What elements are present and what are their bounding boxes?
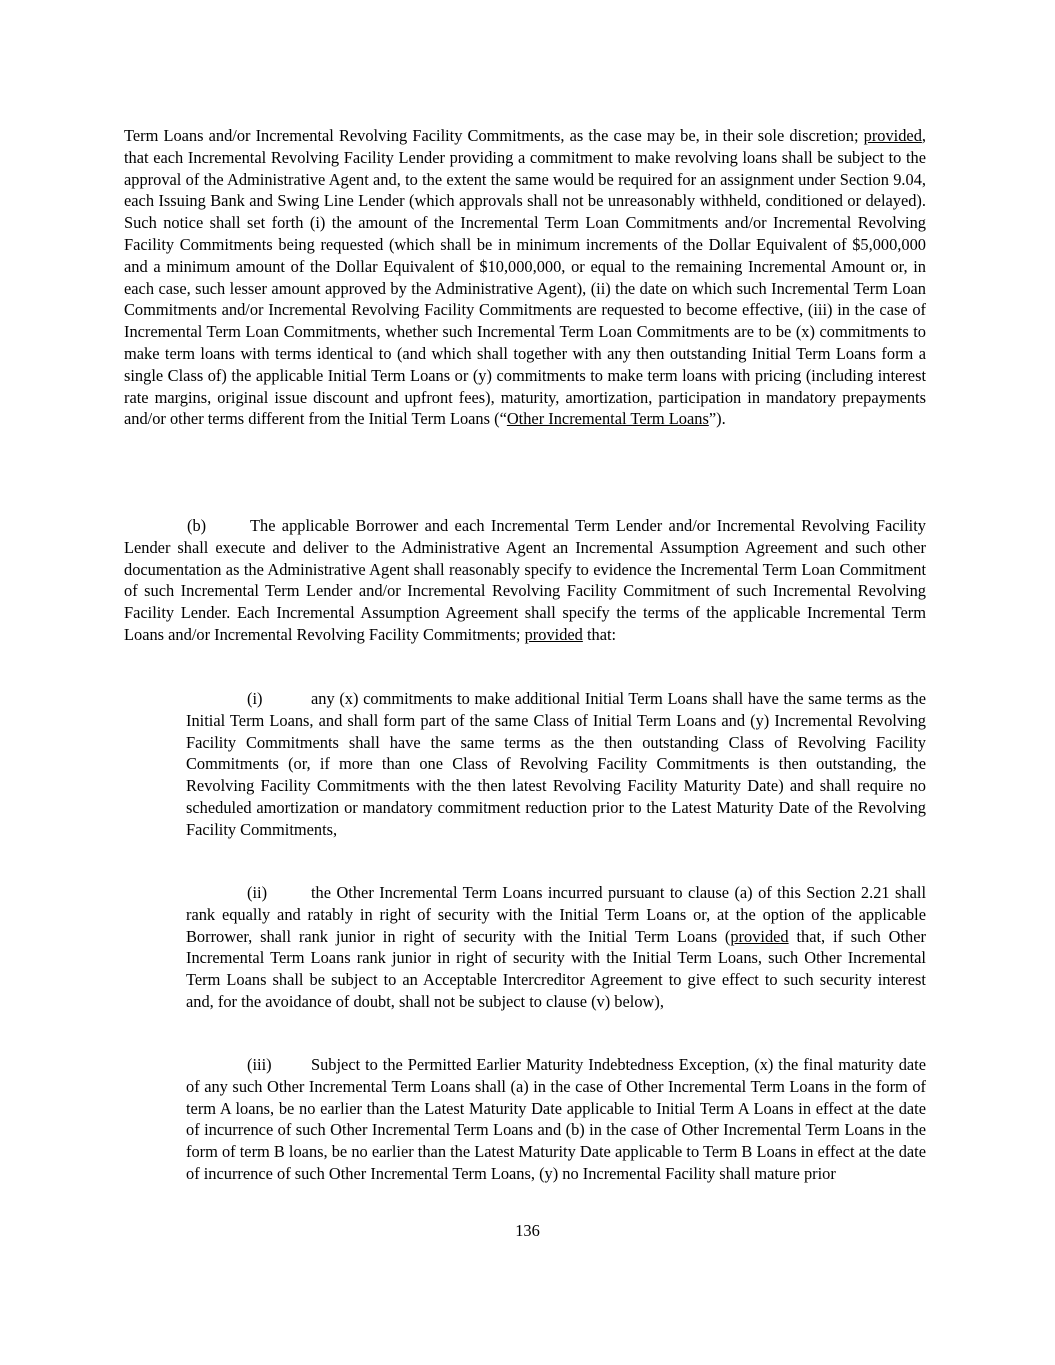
text-run: ”). bbox=[708, 409, 726, 429]
defined-term-provided: provided bbox=[863, 126, 922, 145]
text-run: the Other Incremental Term Loans incurred pursuant to clause (a) of this Section 2.21 shall rank equally and ratably in right of security with the Initial Term Loans or, at the option of the applicable Borrower, shall rank junior in right of security with the Initial Term Loans ( bbox=[186, 883, 926, 946]
text-run: that, if such Other Incremental Term Loans rank junior in right of security with the Initial Term Loans, such Other Incremental Term Loans shall be subject to an Acceptable Intercreditor Agreement to give effect to such security interest and, for the avoidance of doubt, shall not be subject to clause (v) below), bbox=[186, 926, 926, 1011]
text-run: Term Loans and/or Incremental Revolving Facility Commitments, as the case may be, in their sole discretion; bbox=[124, 126, 864, 145]
page-number: 136 bbox=[515, 1221, 540, 1240]
text-run: , that each Incremental Revolving Facility Lender providing a commitment to make revolving loans shall be subject to the approval of the Administrative Agent and, to the extent the same would be required for an assignment under Section 9.04, each Issuing Bank and Swing Line Lender (which approvals shall not be unreasonably withheld, conditioned or delayed). Such notice shall set forth (i) the amount of the Incremental Term Loan Commitments and/or Incremental Revolving Facility Commitments being requested (which shall be in minimum increments of the Dollar Equivalent of $5,000,000 and a minimum amount of the Dollar Equivalent of $10,000,000, or equal to the remaining Incremental Amount or, in each case, such lesser amount approved by the Administrative Agent), (ii) the date on which such Incremental Term Loan Commitments and/or Incremental Revolving Facility Commitments are requested to become effective, (iii) in the case of Incremental Term Loan Commitments, whether such Incremental Term Loan Commitments are to be (x) commitments to make term loans with terms identical to (and which shall together with any then outstanding Initial Term Loans form a single Class of) the applicable Initial Term Loans or (y) commitments to make term loans with pricing (including interest rate margins, original issue discount and upfront fees), maturity, amortization, participation in mandatory prepayments and/or other terms different from the Initial Term Loans (“ bbox=[124, 126, 926, 429]
clause-label: (ii) bbox=[247, 883, 268, 902]
clause-ii bbox=[186, 882, 926, 1013]
text-run: that: bbox=[582, 624, 617, 644]
defined-term-provided: provided bbox=[524, 624, 583, 644]
paragraph-label: (b) bbox=[187, 516, 207, 535]
defined-term-provided: provided bbox=[730, 926, 789, 946]
defined-term-other-incremental-term-loans: Other Incremental Term Loans bbox=[506, 409, 709, 429]
paragraph-b bbox=[124, 515, 926, 646]
clause-iii bbox=[186, 1054, 926, 1185]
text-run: The applicable Borrower and each Incremental Term Lender and/or Incremental Revolving Facility Lender shall execute and deliver to the Administrative Agent an Incremental Assumption Agreement and such other documentation as the Administrative Agent shall reasonably specify to evidence the Incremental Term Loan Commitment of such Incremental Term Lender and/or Incremental Revolving Facility Commitment of such Incremental Revolving Facility Lender. Each Incremental Assumption Agreement shall specify the terms of the applicable Incremental Term Loans and/or Incremental Revolving Facility Commitments; bbox=[124, 516, 926, 644]
text-run: Subject to the Permitted Earlier Maturity Indebtedness Exception, (x) the final maturity date of any such Other Incremental Term Loans shall (a) in the case of Other Incremental Term Loans in the form of term A loans, be no earlier than the Latest Maturity Date applicable to Initial Term A Loans in effect at the date of incurrence of such Other Incremental Term Loans and (b) in the case of Other Incremental Term Loans in the form of term B loans, be no earlier than the Latest Maturity Date applicable to Term B Loans in effect at the date of incurrence of such Other Incremental Term Loans, (y) no Incremental Facility shall mature prior bbox=[186, 1055, 926, 1183]
clause-i bbox=[186, 688, 926, 841]
text-run: any (x) commitments to make additional Initial Term Loans shall have the same terms as the Initial Term Loans, and shall form part of the same Class of Initial Term Loans and (y) Incremental Revolving Facility Commitments shall have the same terms as the then outstanding Class of Revolving Facility Commitments (or, if more than one Class of Revolving Facility Commitments is then outstanding, the Revolving Facility Commitments with the then latest Revolving Facility Maturity Date) and shall require no scheduled amortization or mandatory commitment reduction prior to the Latest Maturity Date of the Revolving Facility Commitments, bbox=[186, 689, 926, 839]
paragraph-a-continuation bbox=[124, 125, 926, 430]
clause-label: (iii) bbox=[247, 1055, 272, 1074]
clause-label: (i) bbox=[247, 689, 263, 708]
